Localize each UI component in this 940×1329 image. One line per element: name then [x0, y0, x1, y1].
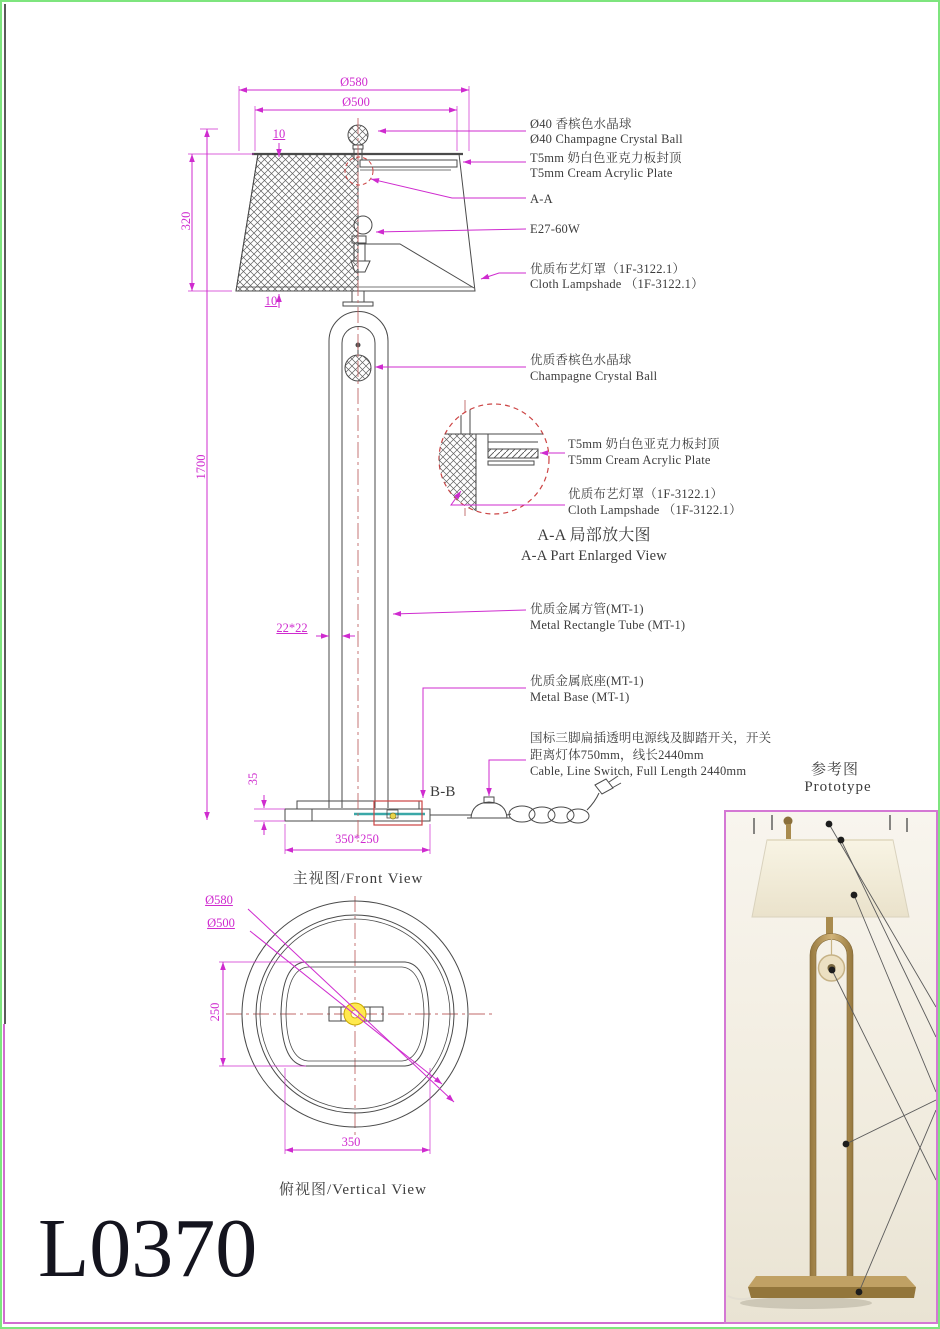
product-code: L0370 [38, 1202, 258, 1295]
callout-section-bb: B-B [430, 784, 456, 800]
callout-tube-zh: 优质金属方管(MT-1) [530, 602, 644, 616]
detail-acrylic-zh: T5mm 奶白色亚克力板封顶 [568, 437, 720, 451]
detail-view-title-en: A-A Part Enlarged View [521, 548, 667, 564]
callout-base-zh: 优质金属底座(MT-1) [530, 674, 644, 688]
callout-shade-en: Cloth Lampshade （1F-3122.1） [530, 277, 704, 291]
prototype-title-en: Prototype [804, 779, 872, 795]
dim-plate-offset-bottom: 10 [264, 294, 278, 308]
callout-base-en: Metal Base (MT-1) [530, 690, 630, 704]
detail-view-drawing [439, 400, 549, 514]
dim-base-depth: 250 [208, 1002, 222, 1022]
dim-shade-height: 320 [179, 211, 193, 231]
dim-shade-top-dia: Ø500 [342, 95, 370, 109]
detail-acrylic-en: T5mm Cream Acrylic Plate [568, 453, 711, 467]
callout-section-aa: A-A [530, 192, 553, 206]
dim-topview-outer-dia: Ø580 [205, 893, 233, 907]
callout-cable-zh2: 距离灯体750mm，线长2440mm [530, 748, 704, 762]
dim-tube-section: 22*22 [276, 621, 308, 635]
detail-shade-en: Cloth Lampshade （1F-3122.1） [568, 503, 742, 517]
detail-shade-zh: 优质布艺灯罩（1F-3122.1） [568, 487, 724, 501]
callout-crystal-en: Champagne Crystal Ball [530, 369, 658, 383]
dim-base-width: 350 [341, 1135, 361, 1149]
callout-finial-en: Ø40 Champagne Crystal Ball [530, 132, 683, 146]
detail-view-title-zh: A-A 局部放大图 [537, 527, 651, 544]
callout-shade-zh: 优质布艺灯罩（1F-3122.1） [530, 262, 686, 276]
front-view-title: 主视图/Front View [292, 871, 424, 887]
dim-base-footprint: 350*250 [335, 832, 379, 846]
dim-topview-inner-dia: Ø500 [207, 916, 235, 930]
prototype-title-zh: 参考图 [810, 762, 859, 778]
callout-finial-zh: Ø40 香槟色水晶球 [530, 117, 632, 131]
callout-acrylic-en: T5mm Cream Acrylic Plate [530, 166, 673, 180]
dim-shade-bottom-dia: Ø580 [340, 75, 368, 89]
dim-plate-offset-top: 10 [272, 127, 286, 141]
callout-tube-en: Metal Rectangle Tube (MT-1) [530, 618, 686, 632]
dim-base-thickness: 35 [246, 772, 260, 786]
dim-total-height: 1700 [194, 454, 208, 480]
callout-crystal-zh: 优质香槟色水晶球 [530, 353, 632, 367]
top-view-title: 俯视图/Vertical View [279, 1182, 427, 1198]
callout-cable-en: Cable, Line Switch, Full Length 2440mm [530, 764, 747, 778]
callout-acrylic-zh: T5mm 奶白色亚克力板封顶 [530, 151, 682, 165]
callout-bulb: E27-60W [530, 222, 580, 236]
prototype-lamp-render [726, 812, 936, 1322]
prototype-photo [724, 810, 938, 1324]
callout-cable-zh1: 国标三脚扁插透明电源线及脚踏开关，开关 [530, 731, 772, 745]
